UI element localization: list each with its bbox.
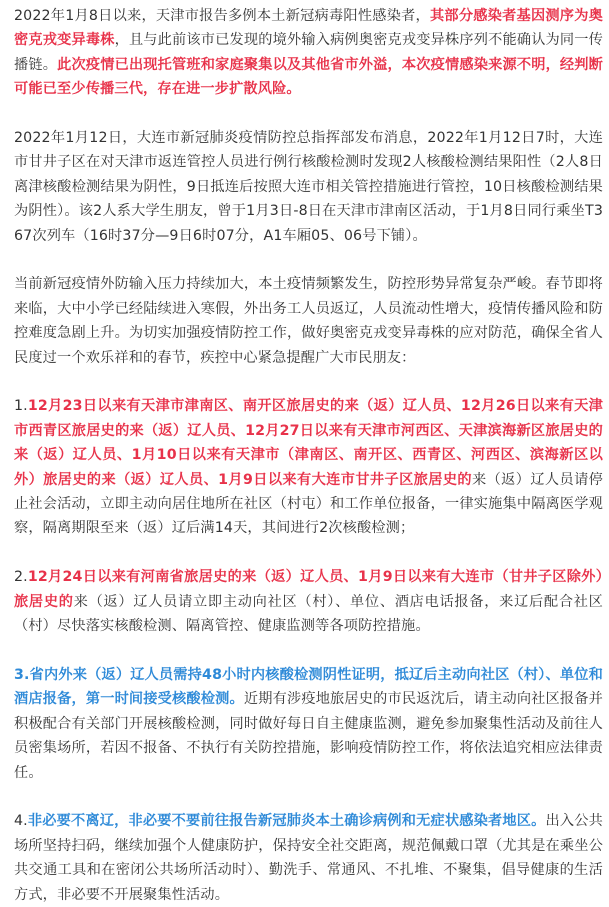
highlight-nucleic-test: 3.省内外来（返）辽人员需持48小时内核酸检测阴性证明，抵辽后主动向社区（村）、单位和酒店报备，第一时间接受核酸检测。 <box>14 666 603 708</box>
item-number: 2. <box>14 569 28 586</box>
paragraph-item-4 <box>14 809 603 907</box>
highlight-spread-risk: 此次疫情已出现托管班和家庭聚集以及其他省市外溢，本次疫情感染来源不明，经判断可能已至少传播三代，存在进一步扩散风险。 <box>14 56 604 98</box>
paragraph-spacer <box>14 370 603 394</box>
item-number: 1. <box>14 398 28 415</box>
paragraph-spacer <box>14 541 603 565</box>
text-run: 当前新冠疫情外防输入压力持续加大，本土疫情频繁发生，防控形势异常复杂严峻。春节即将来临，大中小学已经陆续进入寒假，外出务工人员返辽，人员流动性增大，疫情传播风险和防控难度急剧上升。为切实加强疫情防控工作，做好奥密克戎变异毒株的应对防范，确保全省人民度过一个欢乐祥和的春节，疾控中心紧急提醒广大市民朋友： <box>14 276 603 366</box>
text-run: 出入公共场所坚持扫码，继续加强个人健康防护，保持安全社交距离，规范佩戴口罩（尤其是在乘坐公共交通工具和在密闭公共场所活动时）、勤洗手、常通风、不扎堆、不聚集，倡导健康的生活方式，非必要不开展聚集性活动。 <box>14 813 603 903</box>
text-run: 近期有涉疫地旅居史的市民返沈后，请主动向社区报备并积极配合有关部门开展核酸检测，同时做好每日自主健康监测，避免参加聚集性活动及前往人员密集场所，若因不报备、不执行有关防控措施，影响疫情防控工作，将依法追究相应法律责任。 <box>14 691 603 781</box>
paragraph-situation <box>14 272 603 370</box>
text-run: 2022年1月12日，大连市新冠肺炎疫情防控总指挥部发布消息，2022年1月12日7时，大连市甘井子区在对天津市返连管控人员进行例行核酸检测时发现2人核酸检测结果阳性（2人8日离津核酸检测结果为阴性，9日抵连后按照大连市相关管控措施进行管控，10日核酸检测结果为阴性）。该2人系大学生朋友，曾于1月3日-8日在天津市津南区活动，于1月8日同行乘坐T367次列车（16时37分—9日6时07分，A1车厢05、06号下铺）。 <box>14 130 603 244</box>
highlight-travel-history: 12月23日以来有天津市津南区、南开区旅居史的来（返）辽人员、12月26日以来有天津市西青区旅居史的来（返）辽人员、12月27日以来有天津市河西区、天津滨海新区旅居史的来（返）辽人员、1月10日以来有天津市（津南区、南开区、西青区、河西区、滨海新区以外）旅居史的来（返）辽人员、1月9日以来有大连市甘井子区旅居史的 <box>14 398 603 488</box>
highlight-omicron: 其部分感染者基因测序为奥密克戎变异毒株 <box>14 8 603 49</box>
highlight-stay-advice: 非必要不离辽，非必要不要前往报告新冠肺炎本土确诊病例和无症状感染者地区。 <box>27 813 546 830</box>
paragraph-spacer <box>14 102 603 126</box>
paragraph-item-3 <box>14 663 603 785</box>
paragraph-dalian-cases <box>14 126 603 248</box>
highlight-travel-history: 12月24日以来有河南省旅居史的来（返）辽人员、1月9日以来有大连市（甘井子区除外）旅居史的 <box>14 569 603 610</box>
text-run: 2022年1月8日以来，天津市报告多例本土新冠病毒阳性感染者， <box>14 8 430 24</box>
paragraph-spacer <box>14 785 603 809</box>
paragraph-spacer <box>14 248 603 272</box>
text-run: ，且与此前该市已发现的境外输入病例奥密克戎变异株序列不能确认为同一传播链。 <box>14 32 603 73</box>
paragraph-spacer <box>14 639 603 663</box>
paragraph-item-1 <box>14 394 603 540</box>
text-run: 来（返）辽人员请停止社会活动，立即主动向居住地所在社区（村屯）和工作单位报备，一律实施集中隔离医学观察，隔离期限至来（返）辽后满14天，其间进行2次核酸检测； <box>14 471 603 537</box>
text-run: 来（返）辽人员请立即主动向社区（村）、单位、酒店电话报备，来辽后配合社区（村）尽快落实核酸检测、隔离管控、健康监测等各项防控措施。 <box>14 593 603 635</box>
item-number: 4. <box>14 813 28 830</box>
paragraph-item-2 <box>14 565 603 638</box>
paragraph-tianjin-outbreak <box>14 4 603 102</box>
